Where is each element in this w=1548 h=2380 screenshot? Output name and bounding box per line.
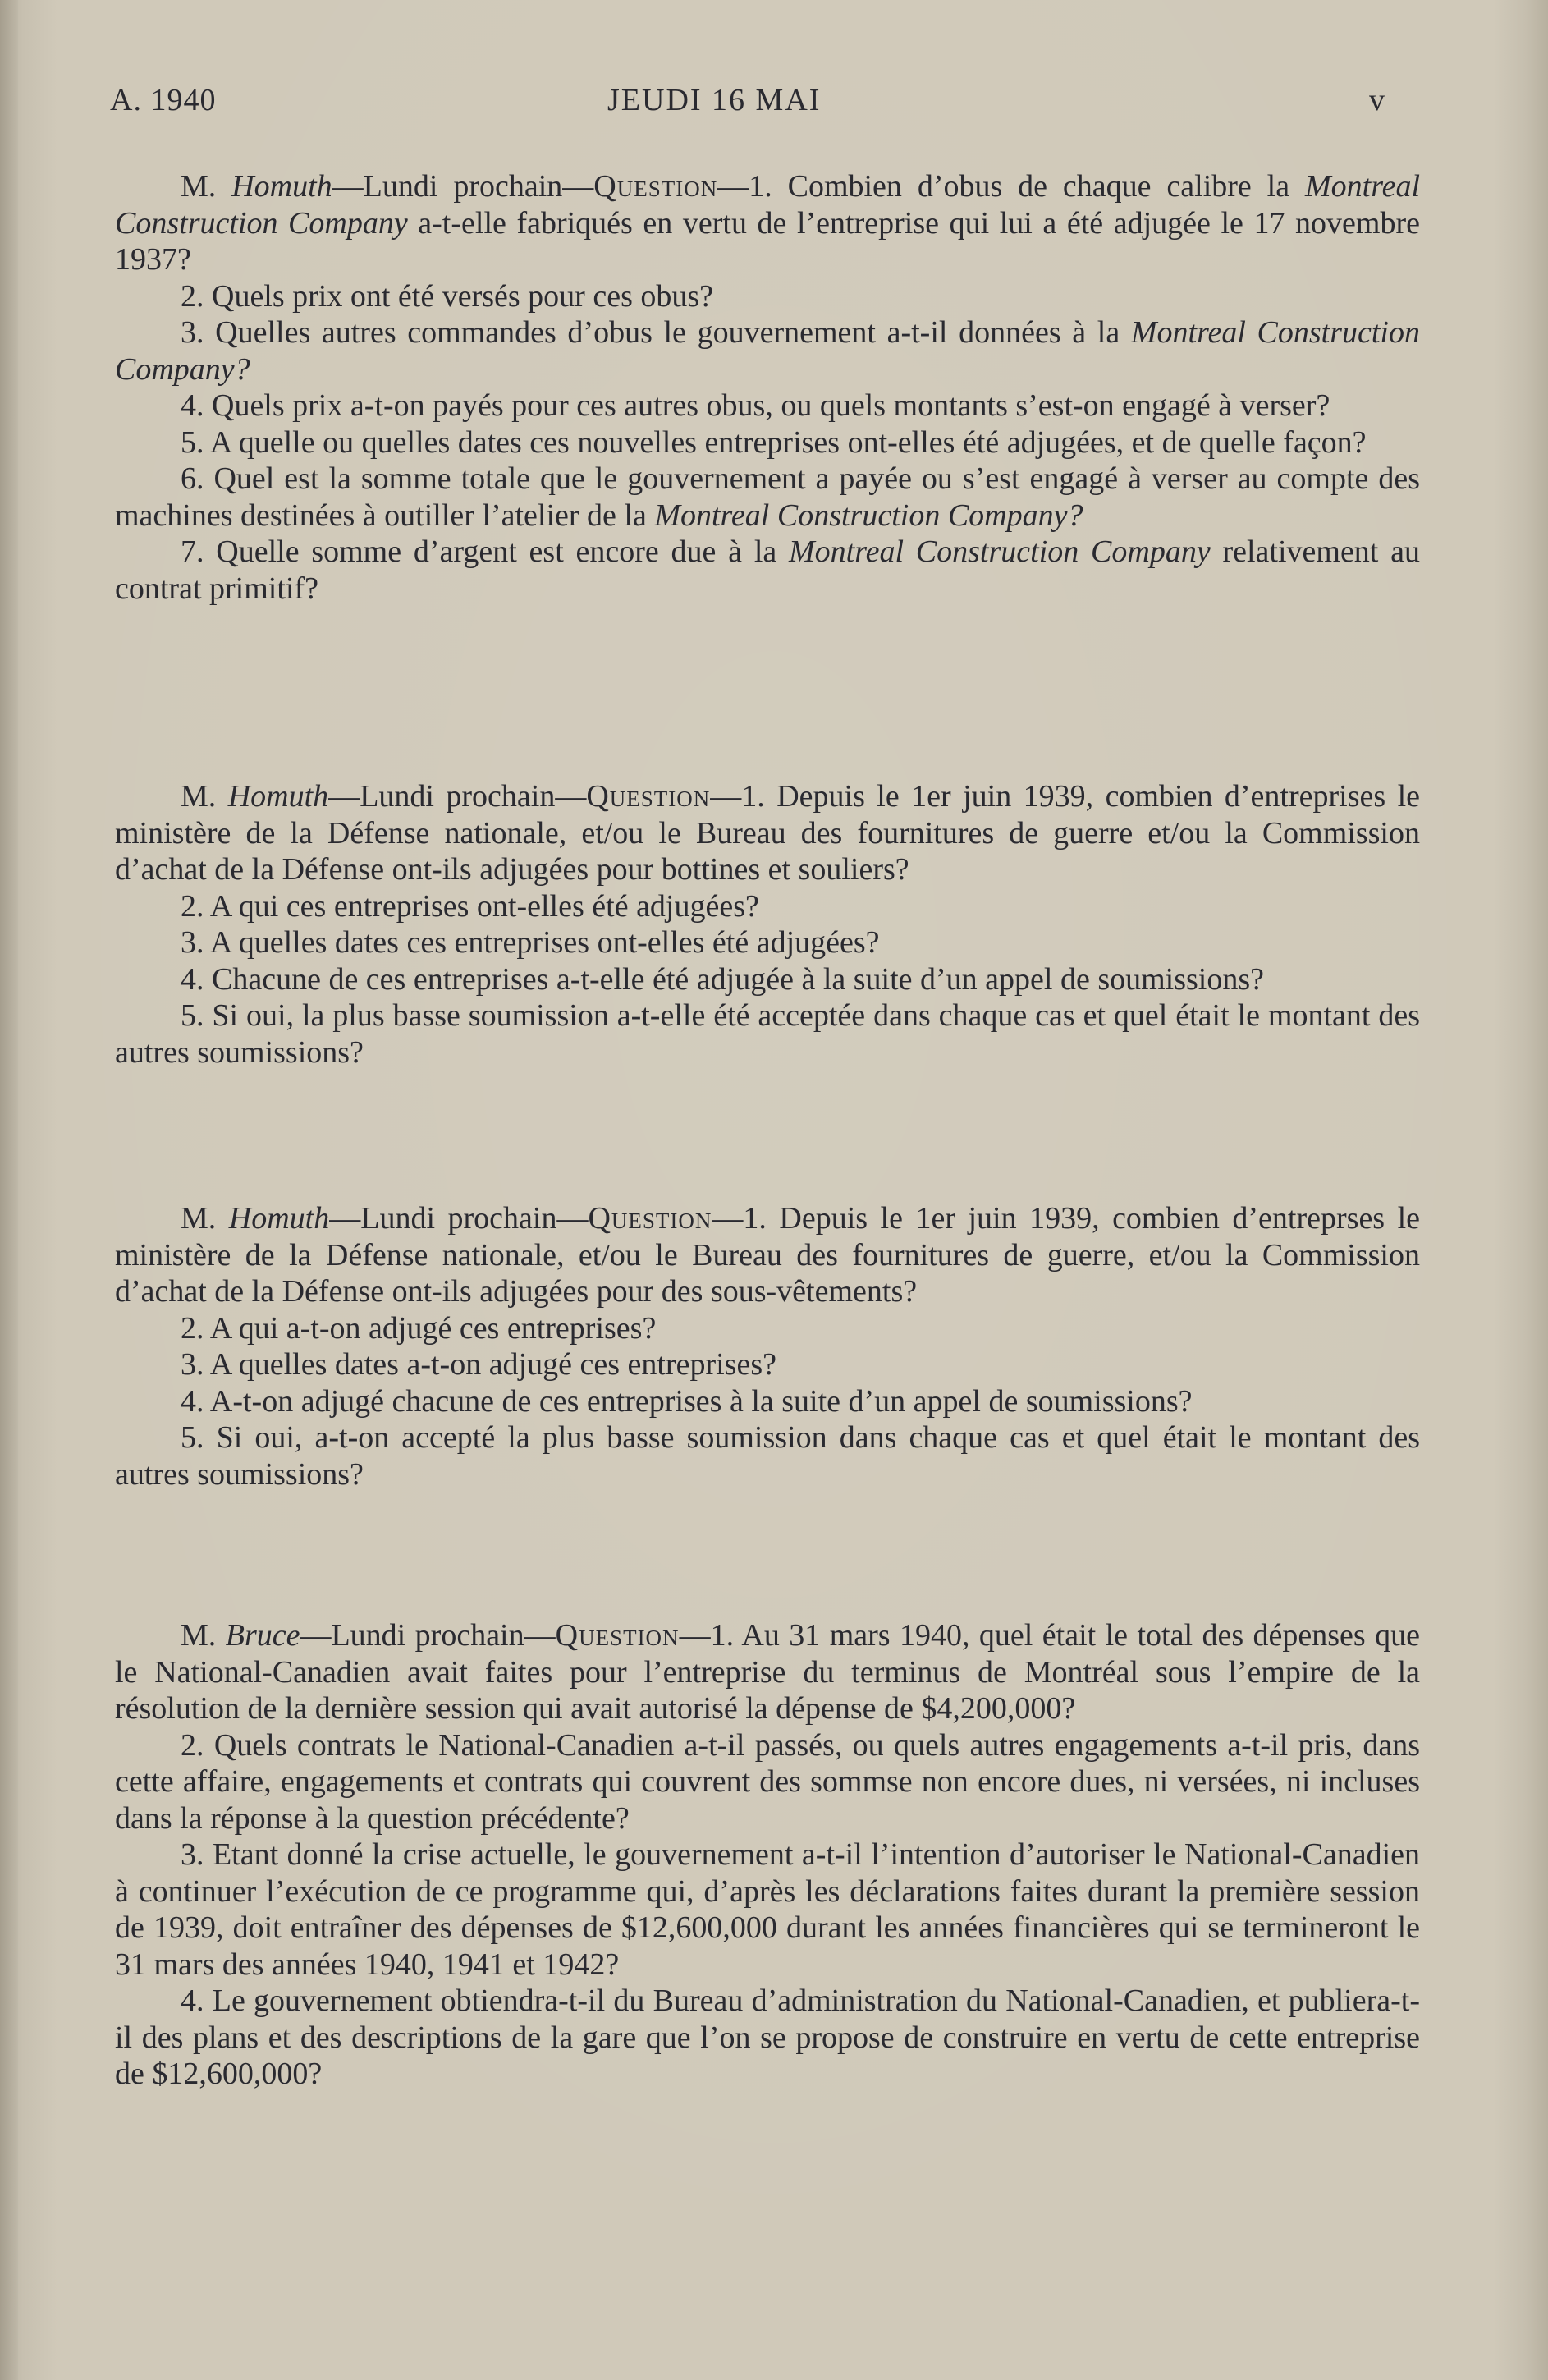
question-text: —1. Depuis le 1er juin 1939, combien d’entreprises le ministère de la Défense nationale, et/ou le Bureau des fournitures de guerre et/ou la Commission d’achat de la Défense ont-ils adjugées pour bottines et souliers? [115, 779, 1420, 887]
question-2-paragraph-1 [115, 778, 1420, 888]
question-4-item-3: 3. Etant donné la crise actuelle, le gouvernement a-t-il l’intention d’autoriser le National-Canadien à continuer l’exécution de ce programme qui, d’après les déclarations faites durant la première session de 1939, doit entraîner des dépenses de $12,600,000 durant les années financières qui se termineront le 31 mars des années 1940, 1941 et 1942? [115, 1837, 1420, 1982]
question-block-4 [115, 1617, 1420, 2093]
question-2-item-4: 4. Chacune de ces entreprises a-t-elle été adjugée à la suite d’un appel de soumissions? [181, 961, 1265, 997]
question-1-item-4: 4. Quels prix a-t-on payés pour ces autres obus, ou quels montants s’est-on engagé à verser? [181, 388, 1330, 423]
question-3-item-5: 5. Si oui, a-t-on accepté la plus basse soumission dans chaque cas et quel était le montant des autres soumissions? [115, 1420, 1420, 1492]
question-4-item-2: 2. Quels contrats le National-Canadien a-t-il passés, ou quels autres engagements a-t-il pris, dans cette affaire, engagements et contrats qui couvrent des sommse non encore dues, ni versées, ni incluses dans la réponse à la question précédente? [115, 1727, 1420, 1836]
question-1-item-5: 5. A quelle ou quelles dates ces nouvelles entreprises ont-elles été adjugées, et de quelle façon? [181, 424, 1367, 460]
question-2-item-5: 5. Si oui, la plus basse soumission a-t-elle été acceptée dans chaque cas et quel était le montant des autres soumissions? [115, 998, 1420, 1070]
binding-edge [0, 0, 18, 2380]
honorific: M. [181, 779, 217, 814]
notice: —Lundi prochain— [332, 169, 594, 204]
notice: —Lundi prochain— [300, 1618, 556, 1653]
honorific: M. [181, 1201, 217, 1236]
question-text: —1. Combien d’obus de chaque calibre la [717, 169, 1305, 204]
question-label: Question [593, 169, 718, 204]
question-label: Question [586, 779, 711, 814]
member-name: Homuth [227, 779, 329, 814]
header-year: A. 1940 [110, 83, 217, 117]
question-block-1 [115, 168, 1420, 607]
question-1-item-3 [115, 314, 1420, 387]
member-name: Homuth [228, 1201, 330, 1236]
member-name: Bruce [225, 1618, 300, 1653]
honorific: M. [181, 169, 217, 204]
notice: —Lundi prochain— [329, 1201, 589, 1236]
question-text: —1. Au 31 mars 1940, quel était le total des dépenses que le National-Canadien avait faites pour l’entreprise du terminus de Montréal sous l’empire de la résolution de la dernière session qui avait autorisé la dépense de $4,200,000? [115, 1618, 1421, 1726]
question-1-item-7 [115, 534, 1420, 607]
company-name: Montreal Construction Company [789, 534, 1211, 569]
header-page-number: v [1369, 83, 1385, 117]
header-date: JEUDI 16 MAI [607, 83, 822, 117]
item-text: 7. Quelle somme d’argent est encore due à la [181, 534, 790, 569]
question-4-item-4: 4. Le gouvernement obtiendra-t-il du Bureau d’administration du National-Canadien, et publiera-t-il des plans et des descriptions de la gare que l’on se propose de construire en vertu de cette entreprise de $12,600,000? [115, 1983, 1420, 2091]
question-4-paragraph-1 [115, 1617, 1420, 1727]
question-text: —1. Depuis le 1er juin 1939, combien d’entreprses le ministère de la Défense nationale, et/ou le Bureau des fournitures de guerre, et/ou la Commission d’achat de la Défense ont-ils adjugées pour des sous-vêtements? [115, 1201, 1421, 1309]
member-name: Homuth [231, 169, 332, 204]
question-1-item-2: 2. Quels prix ont été versés pour ces obus? [181, 278, 714, 314]
question-block-3 [115, 1200, 1420, 1493]
item-text: 3. Quelles autres commandes d’obus le gouvernement a-t-il données à la [181, 315, 1131, 350]
question-label: Question [555, 1618, 680, 1653]
running-header [0, 82, 1548, 131]
item-text: 6. Quel est la somme totale que le gouvernement a payée ou s’est engagé à verser au compte des machines destinées à outiller l’atelier de la [115, 461, 1420, 533]
question-1-item-6 [115, 461, 1420, 534]
honorific: M. [181, 1618, 217, 1653]
question-2-item-2: 2. A qui ces entreprises ont-elles été adjugées? [181, 888, 759, 924]
question-3-item-3: 3. A quelles dates a-t-on adjugé ces entreprises? [181, 1347, 776, 1382]
question-2-item-3: 3. A quelles dates ces entreprises ont-elles été adjugées? [181, 925, 880, 960]
question-text-rest: a-t-elle fabriqués en vertu de l’entreprise qui lui a été adjugée le 17 novembre 1937? [115, 205, 1420, 277]
question-block-2 [115, 778, 1420, 1071]
notice: —Lundi prochain— [328, 779, 587, 814]
question-label: Question [588, 1201, 712, 1236]
question-3-paragraph-1 [115, 1200, 1420, 1310]
question-1-paragraph-1 [115, 168, 1420, 278]
question-3-item-4: 4. A-t-on adjugé chacune de ces entreprises à la suite d’un appel de soumissions? [181, 1383, 1193, 1419]
company-name: Montreal Construction Company [115, 169, 1421, 241]
question-3-item-2: 2. A qui a-t-on adjugé ces entreprises? [181, 1310, 657, 1346]
company-name: Montreal Construction Company? [654, 498, 1083, 533]
item-text-rest: relativement au contrat primitif? [115, 534, 1420, 606]
company-name: Montreal Construction Company? [115, 315, 1420, 387]
